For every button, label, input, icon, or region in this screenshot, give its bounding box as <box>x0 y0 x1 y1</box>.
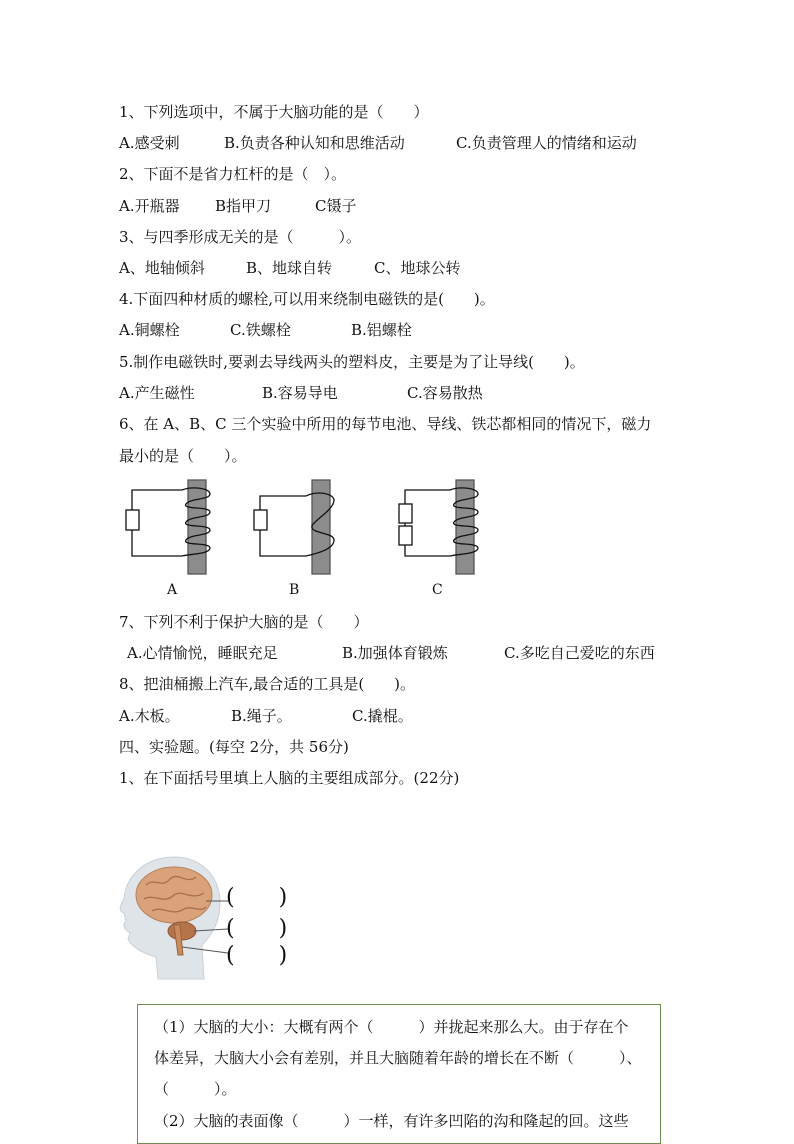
q5-option-c: C.容易散热 <box>407 384 483 402</box>
q8-stem: 8、把油桶搬上汽车,最合适的工具是( )。 <box>119 675 416 693</box>
info-box-line-1: （1）大脑的大小：大概有两个（ ）并拢起来那么大。由于存在个 <box>154 1018 629 1036</box>
q5-options <box>119 383 483 403</box>
q5-option-a: A.产生磁性 <box>119 384 195 402</box>
q5-option-b: B.容易导电 <box>262 384 338 402</box>
q2-option-a: A.开瓶器 <box>119 197 180 215</box>
q1-option-a: A.感受刺 <box>119 134 180 152</box>
q7-option-c: C.多吃自己爱吃的东西 <box>504 644 655 662</box>
q8-option-b: B.绳子。 <box>231 707 292 725</box>
info-box-line-4: （2）大脑的表面像（ ）一样，有许多凹陷的沟和隆起的回。这些 <box>154 1112 629 1130</box>
info-box <box>137 1004 661 1144</box>
q8-option-c: C.撬棍。 <box>352 707 413 725</box>
brain-bracket-3[interactable]: ( ) <box>226 943 288 968</box>
q6-stem-line2: 最小的是（ ）。 <box>119 447 247 465</box>
circuit-label-c: C <box>432 582 443 598</box>
q6-stem-line1: 6、在 A、B、C 三个实验中所用的每节电池、导线、铁芯都相同的情况下，磁力 <box>119 415 652 433</box>
q5-stem: 5.制作电磁铁时,要剥去导线两头的塑料皮，主要是为了让导线( )。 <box>119 353 585 371</box>
q7-options <box>127 643 655 663</box>
q1-option-b: B.负责各种认知和思维活动 <box>224 134 405 152</box>
q3-options <box>119 258 460 278</box>
section4-title: 四、实验题。(每空 2分，共 56分) <box>119 738 349 756</box>
circuit-label-b: B <box>289 582 300 598</box>
brain-bracket-1[interactable]: ( ) <box>226 885 288 910</box>
q4-option-a: A.铜螺栓 <box>119 321 180 339</box>
q8-option-a: A.木板。 <box>119 707 180 725</box>
q4-option-b: B.铝螺栓 <box>351 321 412 339</box>
q2-options <box>119 196 356 216</box>
q3-option-b: B、地球自转 <box>246 259 333 277</box>
q2-stem: 2、下面不是省力杠杆的是（ ）。 <box>119 165 347 183</box>
info-box-line-3: （ ）。 <box>154 1080 237 1098</box>
q8-options <box>119 706 413 726</box>
circuit-c <box>399 480 478 574</box>
q4-option-c: C.铁螺栓 <box>230 321 291 339</box>
q7-stem: 7、下列不利于保护大脑的是（ ） <box>119 613 369 631</box>
q4-options <box>119 320 412 340</box>
circuit-b <box>254 480 334 574</box>
q1-stem: 1、下列选项中，不属于大脑功能的是（ ） <box>119 103 429 121</box>
brain-head-illustration <box>116 855 231 980</box>
q4-stem: 4.下面四种材质的螺栓,可以用来绕制电磁铁的是( )。 <box>119 290 495 308</box>
q2-option-c: C镊子 <box>315 197 357 215</box>
q1-options <box>119 133 637 153</box>
q3-option-c: C、地球公转 <box>374 259 461 277</box>
circuit-figures <box>120 476 500 578</box>
q2-option-b: B指甲刀 <box>215 197 272 215</box>
info-box-line-2: 体差异，大脑大小会有差别，并且大脑随着年龄的增长在不断（ ）、 <box>154 1049 642 1067</box>
circuit-label-a: A <box>167 582 178 598</box>
brain-bracket-2[interactable]: ( ) <box>226 916 288 941</box>
circuit-a <box>126 480 210 574</box>
q7-option-b: B.加强体育锻炼 <box>342 644 448 662</box>
q7-option-a: A.心情愉悦，睡眠充足 <box>127 644 278 662</box>
q1-option-c: C.负责管理人的情绪和运动 <box>456 134 637 152</box>
cerebellum <box>168 922 196 940</box>
q3-option-a: A、地轴倾斜 <box>119 259 205 277</box>
section4-q1: 1、在下面括号里填上人脑的主要组成部分。(22分) <box>119 769 460 787</box>
q3-stem: 3、与四季形成无关的是（ ）。 <box>119 228 362 246</box>
